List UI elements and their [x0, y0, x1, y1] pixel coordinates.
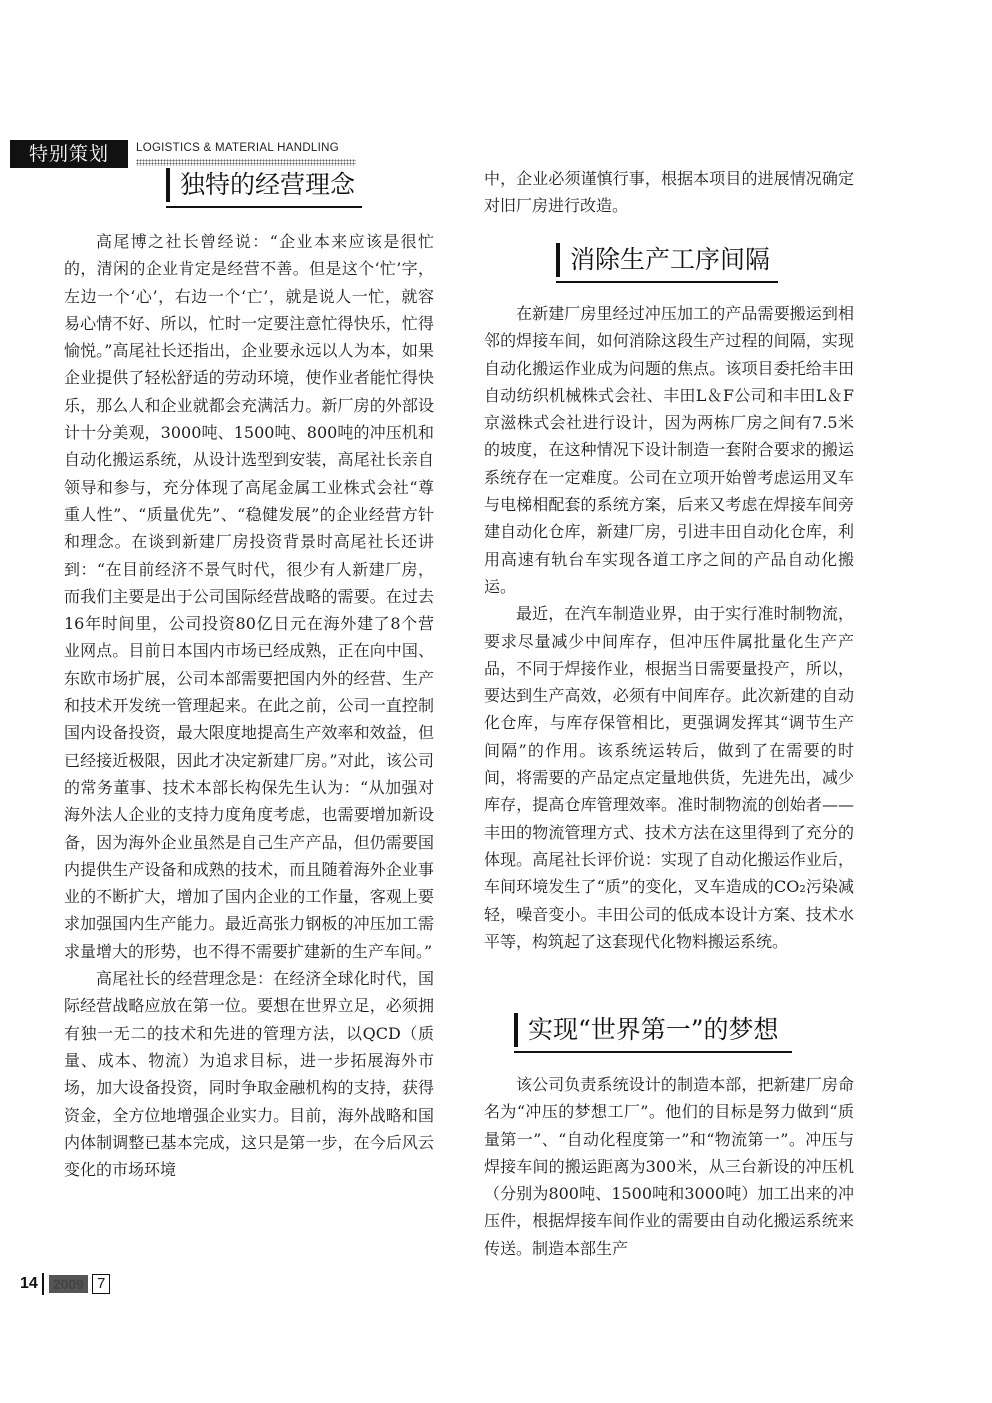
paragraph: 高尾博之社长曾经说：“企业本来应该是很忙的，清闲的企业肯定是经营不善。但是这个‘忙’字，左边一个‘心’，右边一个‘亡’，就是说人一忙，就容易心情不好、所以，忙时一定要注意忙得快乐，忙得愉悦。”高尾社长还指出，企业要永远以人为本，如果企业提供了轻松舒适的劳动环境，使作业者能忙得快乐，那么人和企业就都会充满活力。新厂房的外部设计十分美观，3000吨、1500吨、800吨的冲压机和自动化搬运系统，从设计选型到安装，高尾社长亲自领导和参与，充分体现了高尾金属工业株式会社“尊重人性”、“质量优先”、“稳健发展”的企业经营方针和理念。在谈到新建厂房投资背景时高尾社长还讲到：“在目前经济不景气时代，很少有人新建厂房，而我们主要是出于公司国际经营战略的需要。在过去16年时间里，公司投资80亿日元在海外建了8个营业网点。目前日本国内市场已经成熟，正在向中国、东欧市场扩展，公司本部需要把国内外的经营、生产和技术开发统一管理起来。在此之前，公司一直控制国内设备投资，最大限度地提高生产效率和效益，但已经接近极限，因此才决定新建厂房。”对此，该公司的常务董事、技术本部长构保先生认为：“从加强对海外法人企业的支持力度角度考虑，也需要增加新设备，因为海外企业虽然是自己生产产品，但仍需要国内提供生产设备和成熟的技术，而且随着海外企业事业的不断扩大，增加了国内企业的工作量，客观上要求加强国内生产能力。最近高张力钢板的冲压加工需求量增大的形势，也不得不需要扩建新的生产车间。”: [64, 232, 434, 961]
heading-underline: [514, 1051, 792, 1053]
header-dot-pattern: [136, 159, 356, 166]
footer-divider: [42, 1273, 44, 1295]
section-heading-eliminate-gaps: [556, 243, 770, 277]
right-column-continuation: [484, 165, 854, 220]
heading-underline: [556, 281, 778, 283]
header-subtitle: LOGISTICS & MATERIAL HANDLING: [136, 142, 339, 154]
left-column: [64, 228, 434, 1183]
paragraph-continuation: 中，企业必须谨慎行事，根据本项目的进展情况确定对旧厂房进行改造。: [484, 169, 854, 216]
section-heading-unique-philosophy: [166, 168, 355, 202]
section-heading-text: 消除生产工序间隔: [570, 245, 771, 274]
paragraph: 高尾社长的经营理念是：在经济全球化时代，国际经营战略应放在第一位。要想在世界立足，必须拥有独一无二的技术和先进的管理方法，以QCD（质量、成本、物流）为追求目标，进一步拓展海外市场，加大设备投资，同时争取金融机构的支持，获得资金，全方位地增强企业实力。目前，海外战略和国内体制调整已基本完成，这只是第一步，在今后风云变化的市场环境: [64, 969, 434, 1180]
paragraph: 最近，在汽车制造业界，由于实行准时制物流，要求尽量减少中间库存，但冲压件属批量化生产产品，不同于焊接作业，根据当日需要量投产，所以，要达到生产高效，必须有中间库存。此次新建的自动化仓库，与库存保管相比，更强调发挥其“调节生产间隔”的作用。该系统运转后，做到了在需要的时间，将需要的产品定点定量地供货，先进先出，减少库存，提高仓库管理效率。准时制物流的创始者——丰田的物流管理方式、技术方法在这里得到了充分的体现。高尾社长评价说：实现了自动化搬运作业后，车间环境发生了“质”的变化，叉车造成的CO₂污染减轻，噪音变小。丰田公司的低成本设计方案、技术水平等，构筑起了这套现代化物料搬运系统。: [484, 604, 854, 951]
page-footer: [20, 1273, 110, 1295]
section-tag: 特别策划: [10, 140, 128, 168]
section-heading-world-first-dream: [514, 1013, 779, 1047]
section-heading-text: 实现“世界第一”的梦想: [528, 1015, 779, 1044]
right-column-section-3: [484, 1071, 854, 1262]
header-band: [0, 70, 360, 165]
heading-underline: [166, 206, 362, 208]
paragraph: 该公司负责系统设计的制造本部，把新建厂房命名为“冲压的梦想工厂”。他们的目标是努力做到“质量第一”、“自动化程度第一”和“物流第一”。冲压与焊接车间的搬运距离为300米，从三台新设的冲压机（分别为800吨、1500吨和3000吨）加工出来的冲压件，根据焊接车间作业的需要由自动化搬运系统来传送。制造本部生产: [484, 1075, 854, 1258]
section-heading-text: 独特的经营理念: [180, 170, 356, 199]
issue-year: 2009: [49, 1275, 88, 1293]
paragraph: 在新建厂房里经过冲压加工的产品需要搬运到相邻的焊接车间，如何消除这段生产过程的间隔，实现自动化搬运作业成为问题的焦点。该项目委托给丰田自动纺织机械株式会社、丰田L＆F公司和丰田L＆F京滋株式会社进行设计，因为两栋厂房之间有7.5米的坡度，在这种情况下设计制造一套附合要求的搬运系统存在一定难度。公司在立项开始曾考虑运用叉车与电梯相配套的系统方案，后来又考虑在焊接车间旁建自动化仓库，新建厂房，引进丰田自动化仓库，利用高速有轨台车实现各道工序之间的产品自动化搬运。: [484, 304, 854, 596]
page-number: 14: [20, 1275, 38, 1292]
issue-number: 7: [92, 1274, 110, 1294]
right-column-section-2: [484, 300, 854, 955]
